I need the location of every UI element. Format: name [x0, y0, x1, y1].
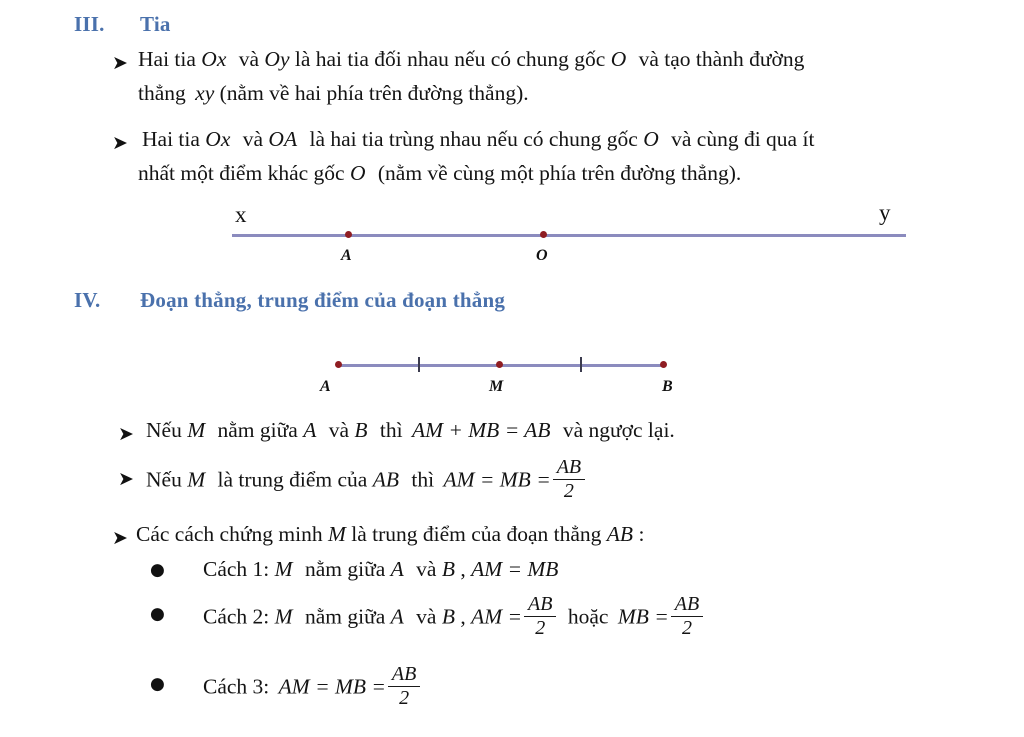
math-var-oa: OA: [268, 127, 298, 151]
fraction-ab-over-2: [524, 594, 556, 639]
method-label: Cách 2:: [203, 604, 275, 629]
fraction-ab-over-2: [553, 457, 585, 502]
text-run: nằm giữa: [212, 418, 304, 442]
diagram-point-label-o: O: [536, 247, 548, 264]
math-var-m: M: [327, 522, 346, 546]
math-var-ab: AB: [606, 522, 634, 546]
segment-tick-mark-left: [418, 357, 420, 372]
math-var-ox: Ox: [201, 47, 227, 71]
section-number-iii: III.: [74, 12, 105, 36]
text-run: là hai tia trùng nhau nếu có chung gốc: [304, 127, 644, 151]
math-var-o: O: [349, 160, 366, 185]
diagram-point-label-a: A: [341, 247, 352, 264]
text-run: nhất một điểm khác gốc: [138, 160, 350, 185]
segment-point-a: [335, 361, 342, 368]
fraction-denominator: 2: [681, 617, 692, 640]
text-run: Hai tia: [138, 47, 202, 71]
fraction-ab-over-2: [388, 664, 420, 709]
text-run: và cùng đi qua ít: [665, 127, 815, 151]
segment-point-label-m: M: [489, 378, 504, 395]
dot-bullet-icon: ●: [150, 674, 165, 694]
text-run: và: [410, 604, 442, 629]
fraction-denominator: 2: [399, 687, 410, 710]
math-var-a: A: [390, 557, 404, 581]
math-var-ox: Ox: [205, 127, 231, 151]
dot-bullet-icon: ●: [150, 560, 165, 580]
math-var-ab: AB: [372, 467, 400, 492]
segment-point-label-b: B: [662, 378, 673, 395]
text-run: ,: [454, 604, 472, 629]
math-var-o: O: [643, 127, 659, 151]
segment-point-label-a: A: [320, 378, 331, 395]
math-var-m: M: [187, 418, 206, 442]
text-run: thẳng: [138, 80, 192, 105]
fraction-ab-over-2: [671, 594, 703, 639]
text-run: Hai tia: [142, 127, 206, 151]
math-var-b: B: [441, 557, 455, 581]
arrow-bullet-icon: ➤: [112, 52, 128, 74]
statement-proof-methods-intro: [136, 518, 644, 552]
segment-tick-mark-right: [580, 357, 582, 372]
math-var-oy: Oy: [264, 47, 290, 71]
arrow-bullet-icon: ➤: [112, 527, 128, 549]
text-run: Nếu: [146, 418, 188, 442]
text-run: thì: [406, 467, 440, 492]
proof-method-3: [203, 663, 422, 711]
math-var-m: M: [274, 604, 293, 629]
math-var-a: A: [390, 604, 404, 629]
math-expression-am-mb: AM = MB =: [278, 674, 386, 699]
statement-betweenness: [146, 414, 675, 448]
math-var-o: O: [610, 47, 627, 71]
math-expression-am-mb-ab: AM + MB = AB: [411, 418, 551, 442]
math-expression-am-mb: AM = MB =: [443, 467, 551, 492]
text-run: và: [233, 47, 265, 71]
text-run: và: [323, 418, 355, 442]
section-number-iv: IV.: [74, 288, 101, 312]
text-run: và ngược lại.: [557, 418, 675, 442]
text-run: và: [410, 557, 442, 581]
text-run: (nằm về hai phía trên đường thẳng).: [214, 80, 529, 105]
text-run: là trung điểm của: [212, 467, 373, 492]
proof-method-2: [203, 593, 705, 641]
segment-point-m: [496, 361, 503, 368]
method-label: Cách 1:: [203, 557, 275, 581]
fraction-numerator: AB: [528, 593, 553, 615]
segment-point-b: [660, 361, 667, 368]
text-run: thì: [374, 418, 408, 442]
text-run: ,: [454, 557, 472, 581]
text-run: và: [237, 127, 269, 151]
diagram-end-label-x: x: [235, 202, 247, 227]
text-run: nằm giữa: [299, 604, 391, 629]
text-run: và tạo thành đường: [633, 47, 805, 71]
text-run: là trung điểm của đoạn thẳng: [345, 522, 607, 546]
math-expression-mb: MB =: [617, 604, 669, 629]
math-var-a: A: [303, 418, 317, 442]
math-var-m: M: [274, 557, 293, 581]
section-title-iii: Tia: [140, 12, 171, 36]
text-run: :: [633, 522, 645, 546]
text-run: nằm giữa: [299, 557, 391, 581]
fraction-denominator: 2: [563, 480, 574, 503]
math-var-b: B: [354, 418, 368, 442]
section-title-iv: Đoạn thẳng, trung điểm của đoạn thẳng: [140, 288, 506, 312]
fraction-numerator: AB: [556, 456, 582, 478]
arrow-bullet-icon: ➤: [112, 132, 128, 154]
fraction-denominator: 2: [535, 617, 546, 640]
dot-bullet-icon: ●: [150, 604, 165, 624]
fraction-numerator: AB: [674, 593, 700, 615]
arrow-bullet-icon: ➤: [118, 423, 134, 445]
proof-method-1: [203, 553, 558, 587]
text-run: hoặc: [562, 604, 614, 629]
diagram-end-label-y: y: [879, 200, 891, 225]
text-run: (nằm về cùng một phía trên đường thẳng).: [372, 160, 742, 185]
text-run: Các cách chứng minh: [136, 522, 328, 546]
math-expression-am: AM =: [471, 604, 523, 629]
math-var-b: B: [441, 604, 455, 629]
math-var-m: M: [187, 467, 206, 492]
fraction-numerator: AB: [391, 663, 417, 685]
arrow-bullet-icon: ➤: [118, 468, 134, 490]
method-label: Cách 3:: [203, 674, 275, 699]
math-var-xy: xy: [195, 80, 215, 105]
statement-midpoint-definition: [146, 456, 587, 504]
math-expression-am-mb: AM = MB: [471, 557, 559, 581]
text-run: là hai tia đối nhau nếu có chung gốc: [289, 47, 611, 71]
text-run: Nếu: [146, 467, 188, 492]
